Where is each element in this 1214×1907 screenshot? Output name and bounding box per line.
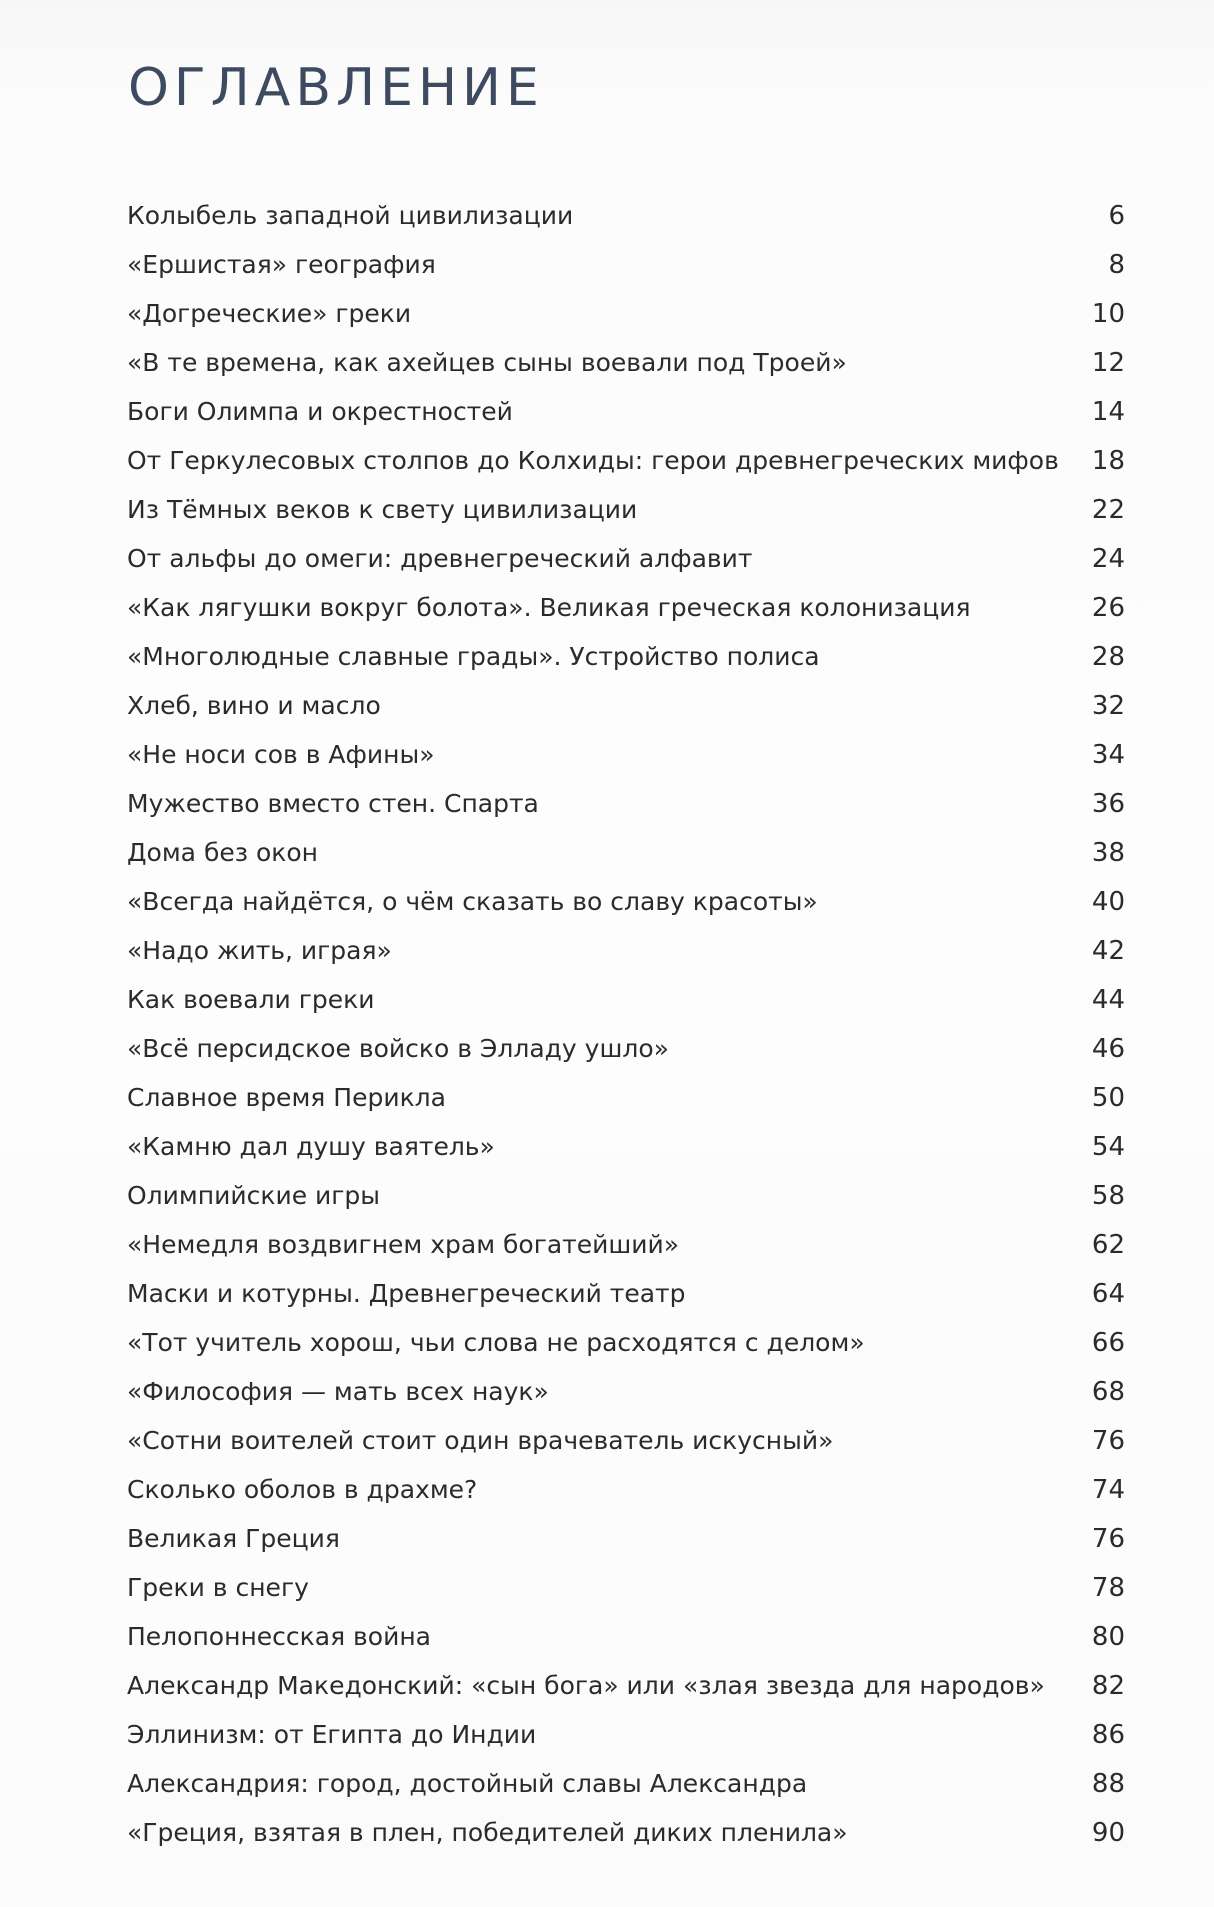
toc-entry-title: «Всё персидское войско в Элладу ушло» [127, 1034, 669, 1063]
toc-entry-page-number: 40 [1091, 887, 1125, 917]
toc-entry-page-number: 54 [1091, 1132, 1125, 1162]
toc-entry-title: «Сотни воителей стоит один врачеватель искусный» [127, 1426, 834, 1455]
toc-entry-page-number: 90 [1091, 1818, 1125, 1848]
toc-entry-page-number: 28 [1091, 642, 1125, 672]
toc-entry [127, 1181, 1125, 1230]
toc-entry-title: «Камню дал душу ваятель» [127, 1132, 495, 1161]
toc-entry [127, 985, 1125, 1034]
toc-entry-title: Великая Греция [127, 1524, 340, 1553]
toc-entry-title: «Догреческие» греки [127, 299, 412, 328]
toc-entry-title: Греки в снегу [127, 1573, 309, 1602]
toc-entry-title: «Не носи сов в Афины» [127, 740, 435, 769]
toc-entry [127, 201, 1125, 250]
toc-entry [127, 1034, 1125, 1083]
toc-entry [127, 1279, 1125, 1328]
toc-entry-page-number: 32 [1091, 691, 1125, 721]
toc-entry-page-number: 68 [1091, 1377, 1125, 1407]
toc-entry [127, 936, 1125, 985]
toc-entry [127, 887, 1125, 936]
toc-entry-page-number: 42 [1091, 936, 1125, 966]
toc-entry-page-number: 6 [1108, 201, 1125, 231]
toc-entry [127, 1769, 1125, 1818]
toc-entry-page-number: 64 [1091, 1279, 1125, 1309]
toc-entry [127, 1230, 1125, 1279]
toc-entry-page-number: 46 [1091, 1034, 1125, 1064]
toc-entry-page-number: 14 [1091, 397, 1125, 427]
toc-entry-title: Пелопоннесская война [127, 1622, 432, 1651]
toc-entry-title: Славное время Перикла [127, 1083, 446, 1112]
toc-entry-title: «Ершистая» география [127, 250, 436, 279]
toc-entry-title: Из Тёмных веков к свету цивилизации [127, 495, 638, 524]
toc-entry [127, 446, 1125, 495]
toc-entry [127, 642, 1125, 691]
toc-entry-page-number: 8 [1108, 250, 1125, 280]
toc-entry [127, 691, 1125, 740]
toc-entry-page-number: 24 [1091, 544, 1125, 574]
toc-entry-title: Колыбель западной цивилизации [127, 201, 574, 230]
toc-entry-title: Мужество вместо стен. Спарта [127, 789, 539, 818]
toc-entry [127, 1083, 1125, 1132]
toc-entry-title: Сколько оболов в драхме? [127, 1475, 478, 1504]
toc-entry-title: От Геркулесовых столпов до Колхиды: герои древнегреческих мифов [127, 446, 1059, 475]
toc-entry-title: «Греция, взятая в плен, победителей диких пленила» [127, 1818, 848, 1847]
toc-entry [127, 1671, 1125, 1720]
toc-entry [127, 299, 1125, 348]
toc-entry-title: Эллинизм: от Египта до Индии [127, 1720, 537, 1749]
toc-entry-page-number: 88 [1091, 1769, 1125, 1799]
toc-entry [127, 838, 1125, 887]
toc-entry-title: От альфы до омеги: древнегреческий алфавит [127, 544, 753, 573]
toc-entry-title: «Надо жить, играя» [127, 936, 392, 965]
toc-entry-title: Дома без окон [127, 838, 319, 867]
toc-entry-page-number: 34 [1091, 740, 1125, 770]
toc-entry [127, 1720, 1125, 1769]
toc-entry-title: «Многолюдные славные грады». Устройство полиса [127, 642, 820, 671]
toc-entry-title: Боги Олимпа и окрестностей [127, 397, 513, 426]
toc-entry [127, 544, 1125, 593]
toc-entry-page-number: 10 [1091, 299, 1125, 329]
toc-entry-title: «Тот учитель хорош, чьи слова не расходятся с делом» [127, 1328, 865, 1357]
toc-entry [127, 593, 1125, 642]
toc-entry [127, 1818, 1125, 1867]
toc-entry-page-number: 78 [1091, 1573, 1125, 1603]
toc-entry-page-number: 38 [1091, 838, 1125, 868]
toc-entry-page-number: 44 [1091, 985, 1125, 1015]
toc-entry-page-number: 80 [1091, 1622, 1125, 1652]
toc-entry [127, 789, 1125, 838]
toc-entry-page-number: 36 [1091, 789, 1125, 819]
toc-entry-page-number: 86 [1091, 1720, 1125, 1750]
toc-entry [127, 1475, 1125, 1524]
toc-entry-page-number: 26 [1091, 593, 1125, 623]
toc-entry [127, 250, 1125, 299]
toc-entry [127, 1328, 1125, 1377]
toc-entry [127, 1377, 1125, 1426]
toc-entry [127, 1426, 1125, 1475]
toc-entry [127, 740, 1125, 789]
toc-entry-title: Олимпийские игры [127, 1181, 381, 1210]
toc-entry-page-number: 50 [1091, 1083, 1125, 1113]
toc-entry-title: Хлеб, вино и масло [127, 691, 381, 720]
toc-entry [127, 1132, 1125, 1181]
toc-entry-page-number: 74 [1091, 1475, 1125, 1505]
toc-entry-page-number: 62 [1091, 1230, 1125, 1260]
toc-entry [127, 1573, 1125, 1622]
toc-entry-page-number: 76 [1091, 1524, 1125, 1554]
toc-entry-page-number: 58 [1091, 1181, 1125, 1211]
toc-entry-page-number: 82 [1091, 1671, 1125, 1701]
toc-entry-title: Как воевали греки [127, 985, 375, 1014]
toc-entry [127, 397, 1125, 446]
toc-entry [127, 495, 1125, 544]
toc-entry-page-number: 76 [1091, 1426, 1125, 1456]
toc-entry-page-number: 22 [1091, 495, 1125, 525]
toc-entry-title: Александр Македонский: «сын бога» или «злая звезда для народов» [127, 1671, 1045, 1700]
toc-entry-title: «В те времена, как ахейцев сыны воевали под Троей» [127, 348, 847, 377]
toc-entry-page-number: 18 [1091, 446, 1125, 476]
toc-entry-title: «Как лягушки вокруг болота». Великая греческая колонизация [127, 593, 971, 622]
toc-entry-title: Маски и котурны. Древнегреческий театр [127, 1279, 686, 1308]
toc-entry-title: «Всегда найдётся, о чём сказать во славу красоты» [127, 887, 818, 916]
toc-heading: ОГЛАВЛЕНИЕ [128, 58, 544, 118]
toc-list [127, 201, 1125, 1867]
toc-entry-title: Александрия: город, достойный славы Александра [127, 1769, 808, 1798]
toc-entry [127, 1622, 1125, 1671]
toc-entry-page-number: 66 [1091, 1328, 1125, 1358]
toc-entry [127, 1524, 1125, 1573]
toc-entry-title: «Немедля воздвигнем храм богатейший» [127, 1230, 680, 1259]
toc-entry-page-number: 12 [1091, 348, 1125, 378]
toc-entry [127, 348, 1125, 397]
toc-entry-title: «Философия — мать всех наук» [127, 1377, 549, 1406]
